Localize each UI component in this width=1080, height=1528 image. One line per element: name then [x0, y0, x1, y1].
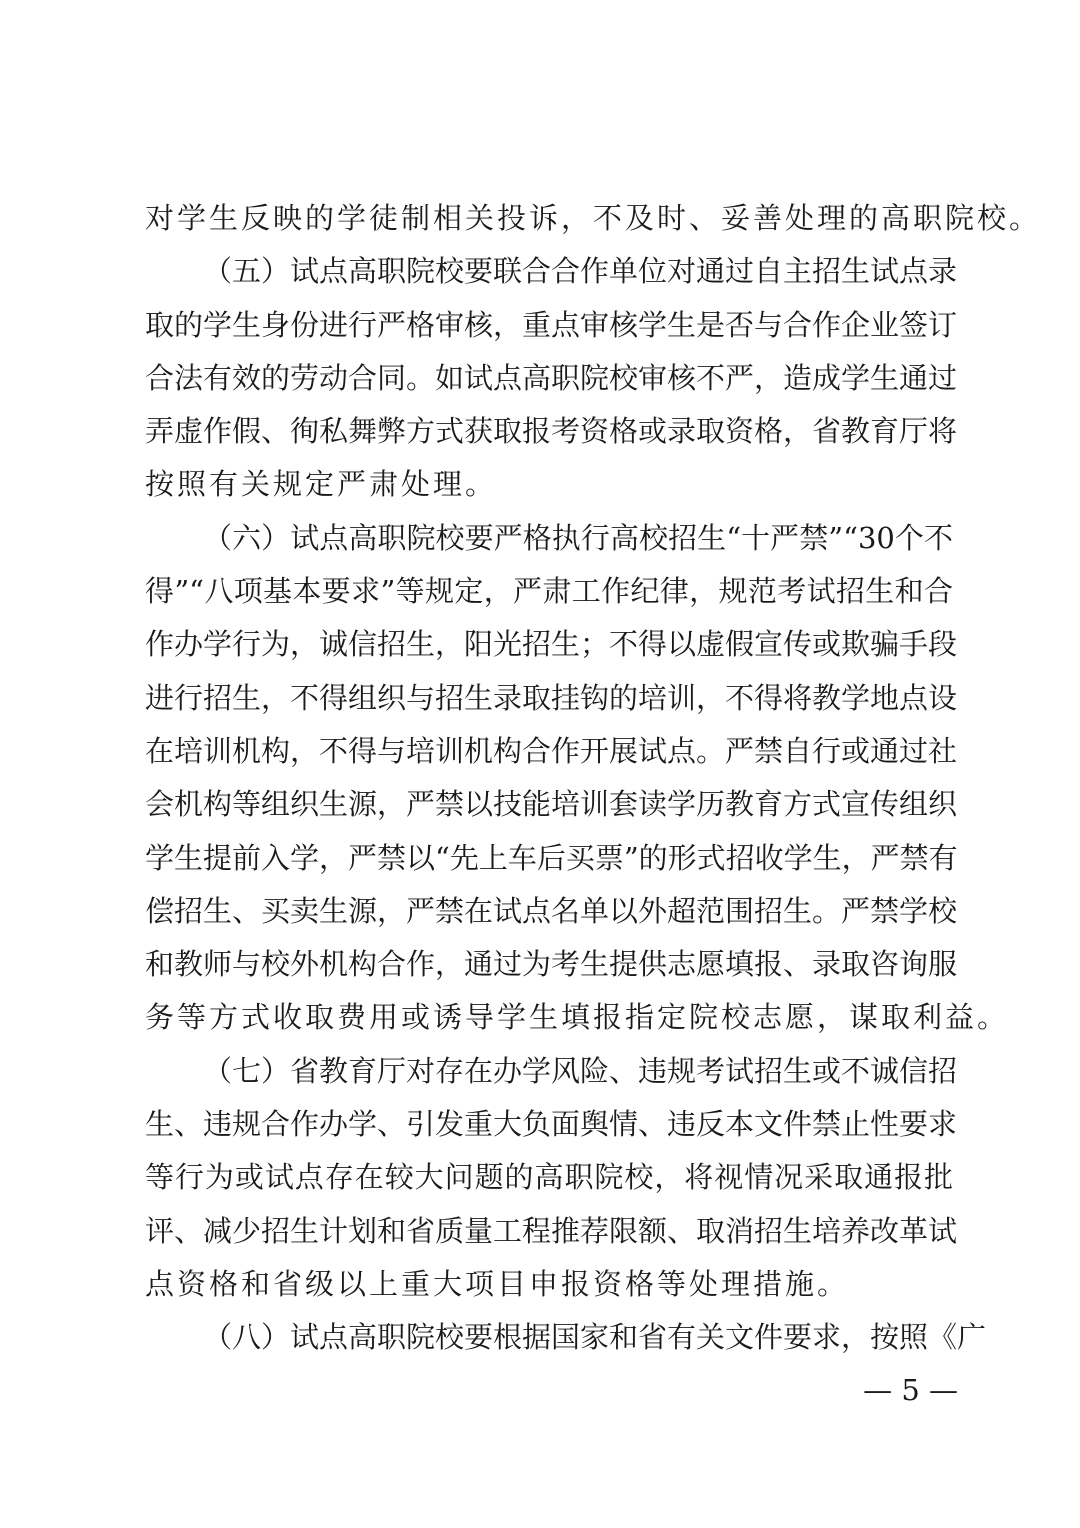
- text-line: 务等方式收取费用或诱导学生填报指定院校志愿，谋取利益。: [145, 1000, 1010, 1035]
- text-line: 会机构等组织生源，严禁以技能培训套读学历教育方式宣传组织: [145, 787, 958, 822]
- text-line: 对学生反映的学徒制相关投诉，不及时、妥善处理的高职院校。: [145, 201, 1042, 235]
- text-line: 弄虚作假、徇私舞弊方式获取报考资格或录取资格，省教育厅将: [145, 414, 958, 449]
- text-line: 得”“八项基本要求”等规定，严肃工作纪律，规范考试招生和合: [145, 574, 953, 609]
- text-line: （八）试点高职院校要根据国家和省有关文件要求，按照《广: [203, 1320, 987, 1355]
- text-line: （六）试点高职院校要严格执行高校招生“十严禁”“30个不: [203, 520, 953, 555]
- text-line: 按照有关规定严肃处理。: [145, 467, 498, 502]
- text-line: 学生提前入学，严禁以“先上车后买票”的形式招收学生，严禁有: [145, 840, 958, 875]
- page-number: — 5 —: [863, 1373, 958, 1407]
- text-line: （五）试点高职院校要联合合作单位对通过自主招生试点录: [203, 254, 958, 289]
- text-line: 作办学行为，诚信招生，阳光招生；不得以虚假宣传或欺骗手段: [145, 627, 958, 662]
- text-line: 进行招生，不得组织与招生录取挂钩的培训，不得将教学地点设: [145, 680, 958, 715]
- text-line: 评、减少招生计划和省质量工程推荐限额、取消招生培养改革试: [145, 1213, 958, 1248]
- body-text: [145, 192, 1042, 1365]
- text-line: 偿招生、买卖生源，严禁在试点名单以外超范围招生。严禁学校: [145, 893, 958, 928]
- text-line: 等行为或试点存在较大问题的高职院校，将视情况采取通报批: [145, 1160, 953, 1195]
- text-line: 合法有效的劳动合同。如试点高职院校审核不严，造成学生通过: [145, 360, 958, 395]
- text-line: 和教师与校外机构合作，通过为考生提供志愿填报、录取咨询服: [145, 947, 958, 982]
- text-line: 点资格和省级以上重大项目申报资格等处理措施。: [145, 1266, 850, 1301]
- text-line: （七）省教育厅对存在办学风险、违规考试招生或不诚信招: [203, 1053, 958, 1088]
- text-line: 在培训机构，不得与培训机构合作开展试点。严禁自行或通过社: [145, 733, 958, 768]
- text-line: 取的学生身份进行严格审核，重点审核学生是否与合作企业签订: [145, 307, 958, 342]
- text-line: 生、违规合作办学、引发重大负面舆情、违反本文件禁止性要求: [145, 1107, 958, 1142]
